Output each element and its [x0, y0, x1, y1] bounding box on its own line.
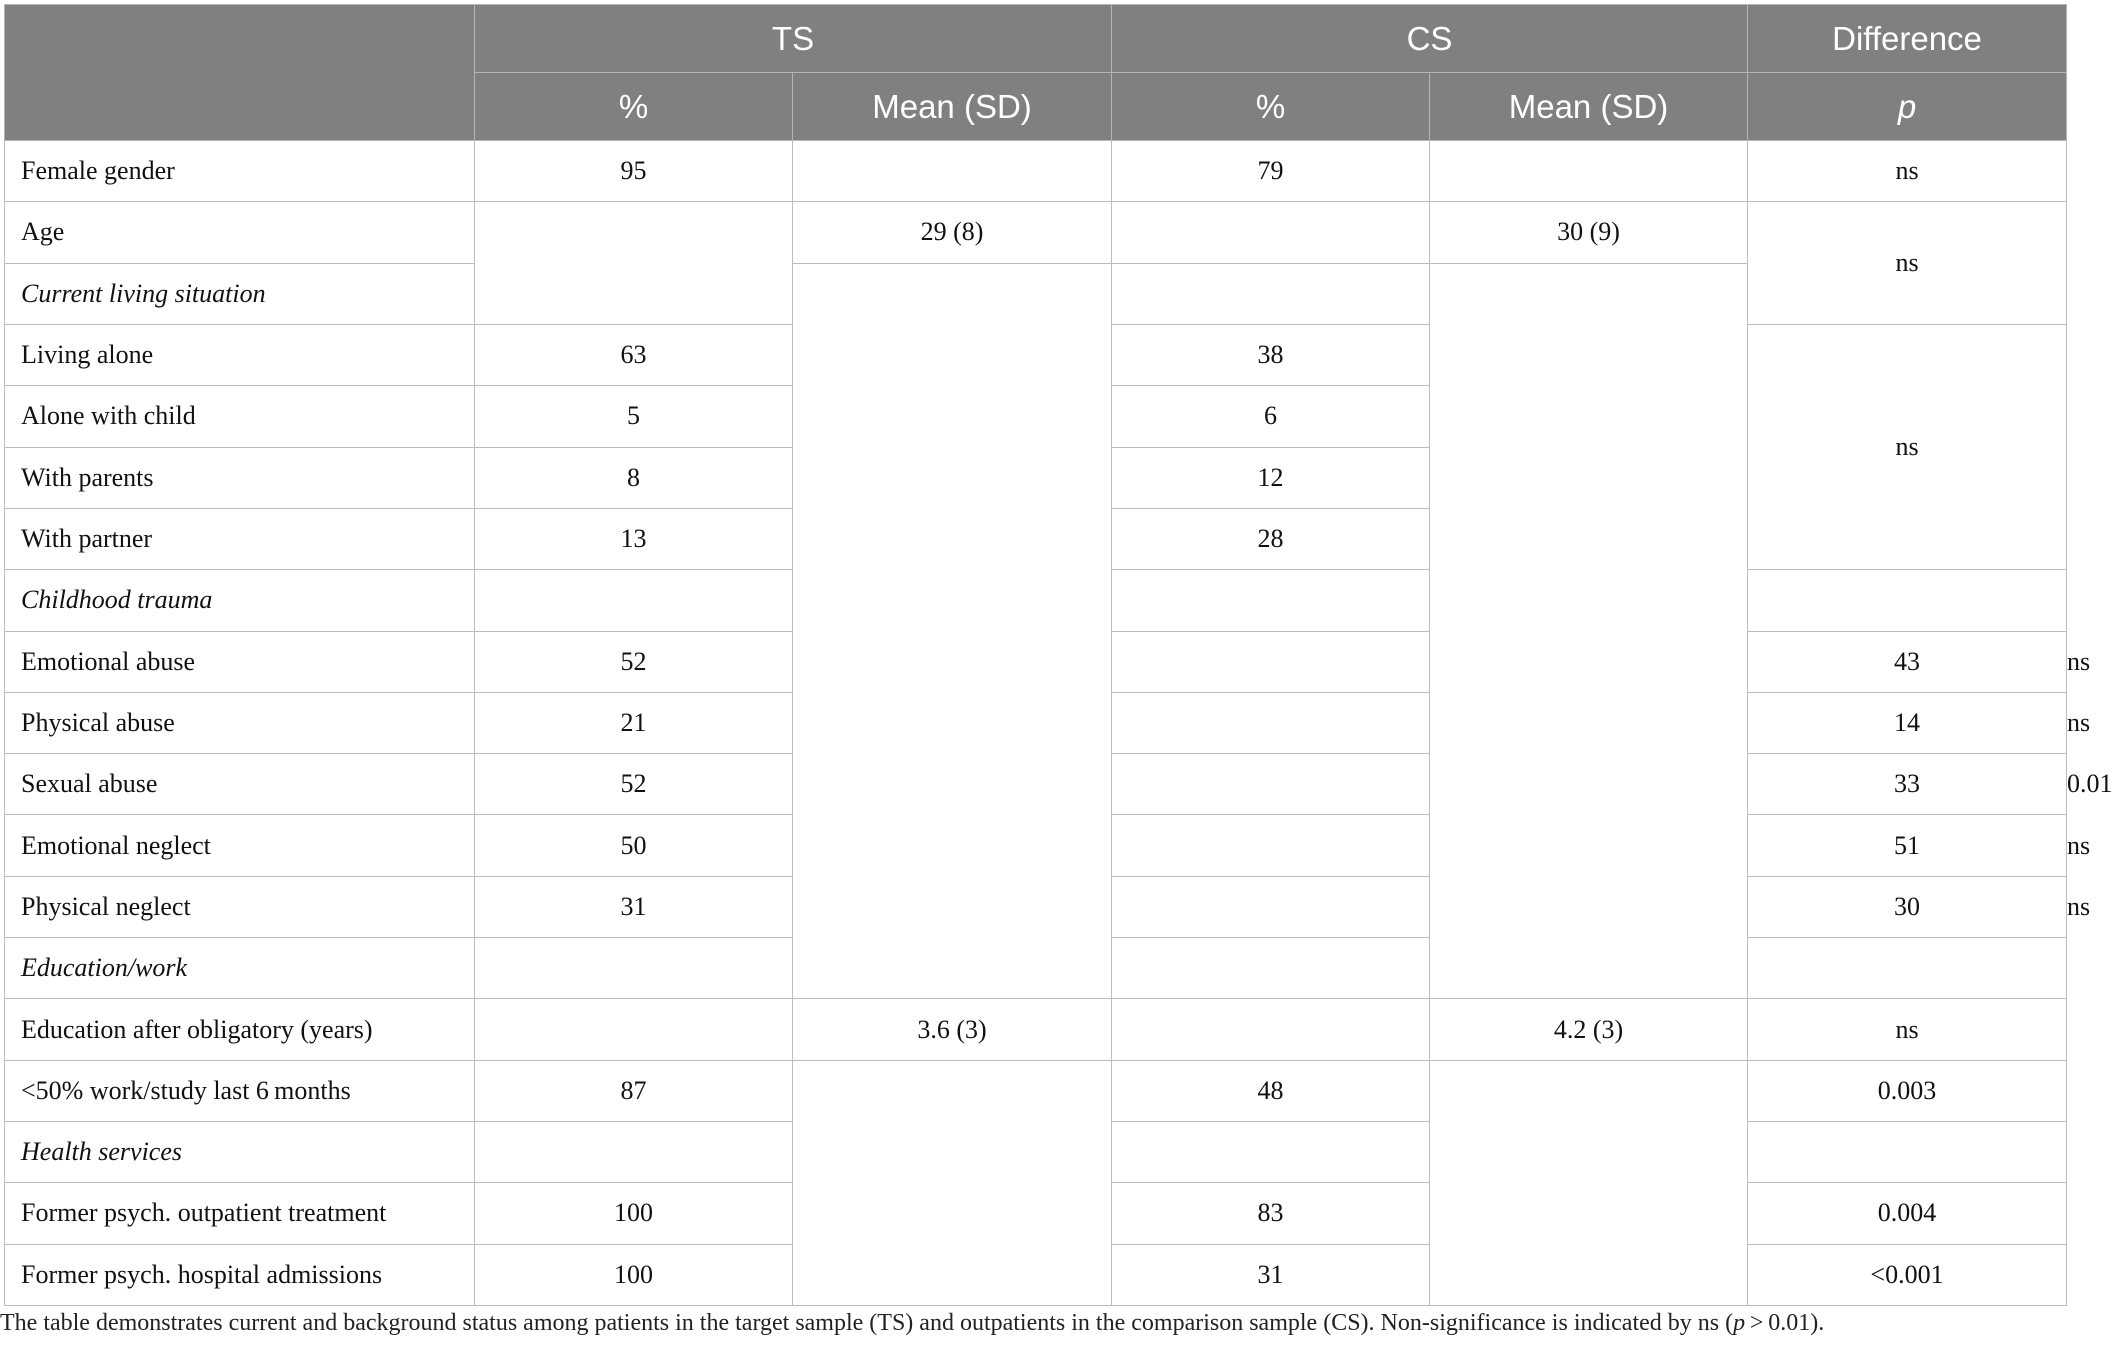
- cell-p-value: 0.003: [1748, 1060, 2067, 1121]
- header-cs-percent: %: [1112, 73, 1430, 141]
- cell-ts-percent: [475, 202, 793, 325]
- table-row: [5, 999, 2067, 1060]
- cell-cs-percent: [1112, 1122, 1430, 1183]
- cell-cs-percent: 43: [1748, 631, 2067, 692]
- table-row: [5, 1060, 2067, 1121]
- cell-ts-percent: [475, 570, 793, 631]
- cell-cs-percent: [1112, 202, 1430, 263]
- cell-ts-percent: 63: [475, 324, 793, 385]
- row-label: Sexual abuse: [5, 754, 475, 815]
- table-row: Sexual abuse 52 33 0.01: [5, 754, 2067, 815]
- cell-cs-mean-sd: [1430, 263, 1748, 999]
- cell-cs-percent: 38: [1112, 324, 1430, 385]
- cell-ts-percent: [475, 938, 793, 999]
- cell-cs-percent: 79: [1112, 141, 1430, 202]
- footnote-text-end: > 0.01).: [1745, 1310, 1825, 1336]
- cell-cs-percent: [1112, 263, 1430, 324]
- table-footnote: [0, 1310, 2067, 1337]
- cell-cs-mean-sd: [1430, 1060, 1748, 1305]
- cell-ts-percent: 52: [475, 754, 793, 815]
- cell-ts-mean-sd: [793, 263, 1112, 999]
- cell-ts-mean-sd: [1112, 631, 1430, 692]
- table-row: Emotional abuse 52 43 ns: [5, 631, 2067, 692]
- cell-ts-mean-sd: [1112, 876, 1430, 937]
- row-label: With partner: [5, 508, 475, 569]
- cell-cs-percent: 28: [1112, 508, 1430, 569]
- cell-cs-percent: [1112, 570, 1430, 631]
- cell-cs-percent: 51: [1748, 815, 2067, 876]
- cell-ts-percent: 100: [475, 1244, 793, 1305]
- table-row: Physical neglect 31 30 ns: [5, 876, 2067, 937]
- cell-cs-percent: 31: [1112, 1244, 1430, 1305]
- cell-cs-percent: 33: [1748, 754, 2067, 815]
- header-group-row: [5, 5, 2067, 73]
- cell-cs-percent: 83: [1112, 1183, 1430, 1244]
- cell-p-value: <0.001: [1748, 1244, 2067, 1305]
- cell-cs-percent: 12: [1112, 447, 1430, 508]
- section-label: Education/work: [5, 938, 475, 999]
- cell-cs-percent: 48: [1112, 1060, 1430, 1121]
- cell-ts-mean-sd: [1112, 815, 1430, 876]
- row-label: Education after obligatory (years): [5, 999, 475, 1060]
- cell-ts-percent: 87: [475, 1060, 793, 1121]
- cell-ts-mean-sd: 29 (8): [793, 202, 1112, 263]
- table-row: [5, 141, 2067, 202]
- header-corner: [5, 5, 475, 141]
- cell-ts-percent: [475, 999, 793, 1060]
- row-label: Living alone: [5, 324, 475, 385]
- cell-cs-percent: 14: [1748, 692, 2067, 753]
- cell-ts-percent: 52: [475, 631, 793, 692]
- cell-ts-percent: 95: [475, 141, 793, 202]
- cell-p-value: [1748, 570, 2067, 631]
- header-p-value: p: [1748, 73, 2067, 141]
- row-label: <50% work/study last 6 months: [5, 1060, 475, 1121]
- cell-ts-mean-sd: [1112, 692, 1430, 753]
- cell-p-value: ns: [1748, 999, 2067, 1060]
- cell-ts-percent: 5: [475, 386, 793, 447]
- row-label: Emotional abuse: [5, 631, 475, 692]
- row-label: Former psych. outpatient treatment: [5, 1183, 475, 1244]
- cell-cs-percent: [1112, 999, 1430, 1060]
- cell-p-value: [1748, 938, 2067, 999]
- table-row: [5, 202, 2067, 263]
- cell-cs-percent: 30: [1748, 876, 2067, 937]
- cell-ts-percent: [475, 1122, 793, 1183]
- cell-p-value: ns: [1748, 324, 2067, 569]
- cell-p-value: 0.004: [1748, 1183, 2067, 1244]
- header-group-cs: CS: [1112, 5, 1748, 73]
- section-label: Childhood trauma: [5, 570, 475, 631]
- row-label: Former psych. hospital admissions: [5, 1244, 475, 1305]
- cell-cs-mean-sd: 30 (9): [1430, 202, 1748, 263]
- table-row: Emotional neglect 50 51 ns: [5, 815, 2067, 876]
- row-label: Age: [5, 202, 475, 263]
- row-label: With parents: [5, 447, 475, 508]
- header-cs-mean-sd: Mean (SD): [1430, 73, 1748, 141]
- cell-ts-mean-sd: 3.6 (3): [793, 999, 1112, 1060]
- cell-ts-percent: 13: [475, 508, 793, 569]
- cell-cs-mean-sd: [1430, 141, 1748, 202]
- header-ts-percent: %: [475, 73, 793, 141]
- footnote-p-symbol: p: [1733, 1310, 1746, 1336]
- section-label: Current living situation: [5, 263, 475, 324]
- cell-ts-mean-sd: [793, 1060, 1112, 1305]
- row-label: Physical neglect: [5, 876, 475, 937]
- header-ts-mean-sd: Mean (SD): [793, 73, 1112, 141]
- cell-cs-percent: [1112, 938, 1430, 999]
- footnote-text: The table demonstrates current and background status among patients in the target sample (TS) and outpatients in the comparison sample (CS). Non-significance is indicated by ns (: [0, 1310, 1734, 1336]
- cell-ts-percent: 8: [475, 447, 793, 508]
- cell-p-value: ns: [1748, 202, 2067, 325]
- table-body: [5, 141, 2113, 1306]
- row-label: Alone with child: [5, 386, 475, 447]
- data-table: [4, 4, 2113, 1306]
- table-header: [5, 5, 2067, 141]
- header-group-ts: TS: [475, 5, 1112, 73]
- table-row: Physical abuse 21 14 ns: [5, 692, 2067, 753]
- cell-ts-mean-sd: [793, 141, 1112, 202]
- cell-p-value: [1748, 1122, 2067, 1183]
- cell-ts-percent: 50: [475, 815, 793, 876]
- cell-p-value: ns: [1748, 141, 2067, 202]
- cell-ts-mean-sd: [1112, 754, 1430, 815]
- row-label: Emotional neglect: [5, 815, 475, 876]
- cell-ts-percent: 31: [475, 876, 793, 937]
- header-group-difference: Difference: [1748, 5, 2067, 73]
- cell-ts-percent: 100: [475, 1183, 793, 1244]
- cell-ts-percent: 21: [475, 692, 793, 753]
- cell-cs-mean-sd: 4.2 (3): [1430, 999, 1748, 1060]
- row-label: Physical abuse: [5, 692, 475, 753]
- section-label: Health services: [5, 1122, 475, 1183]
- cell-cs-percent: 6: [1112, 386, 1430, 447]
- row-label: Female gender: [5, 141, 475, 202]
